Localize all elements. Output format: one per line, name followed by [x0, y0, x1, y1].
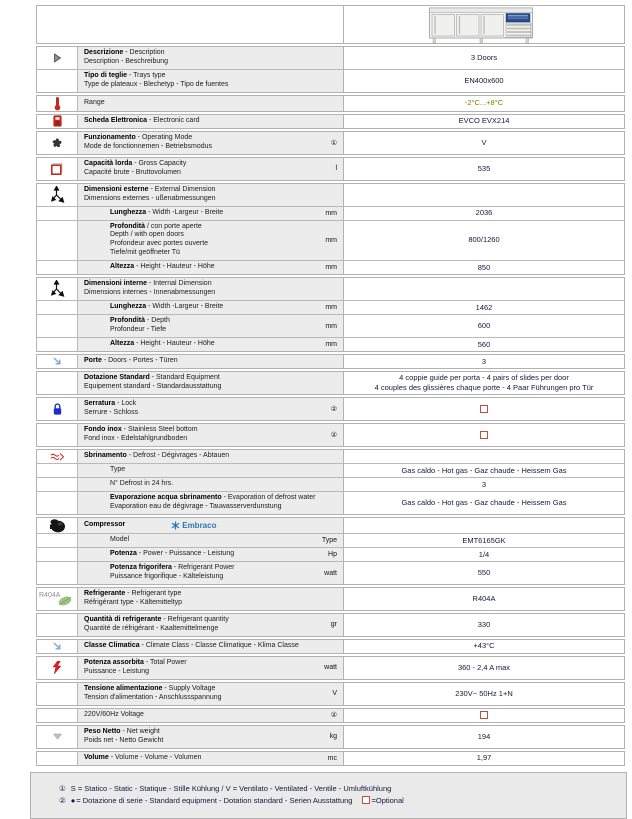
row-label: Potenza assorbita - Total Power Puissance - Leistung — [84, 658, 187, 675]
icon-cell-empty — [37, 261, 78, 274]
standard-dot-icon: ● — [70, 795, 76, 805]
spec-row — [37, 752, 624, 765]
row-value: 360 - 2,4 A max — [344, 657, 624, 679]
spec-row — [37, 709, 624, 722]
row-unit: mm — [325, 264, 337, 272]
row-value: 4 coppie guide per porta - 4 pairs of slides per door 4 couples des glissières chaque porte - 4 Paar Führungen pro Tür — [344, 372, 624, 394]
row-label: Dimensioni esterne - External Dimension Dimensions externes - ußenabmessungen — [84, 185, 216, 202]
row-label: Altezza - Height - Hauteur - Höhe — [110, 263, 215, 271]
spec-group — [36, 725, 625, 749]
row-unit: Type — [321, 537, 337, 545]
row-value — [344, 518, 624, 533]
row-value: Gas caldo - Hot gas - Gaz chaude - Heissem Gas — [344, 464, 624, 477]
spec-group — [36, 183, 625, 276]
row-value: 330 — [344, 614, 624, 636]
spec-row — [37, 424, 624, 446]
row-unit: ② — [330, 406, 337, 414]
row-value: 1462 — [344, 301, 624, 314]
icon-cell-empty — [37, 221, 78, 261]
electronic-card-icon — [37, 115, 78, 128]
r404a-icon: R404A — [37, 588, 78, 610]
icon-cell-empty — [37, 614, 78, 636]
footnote-1-text: S = Statico - Static - Statique - Stille Kühlung / V = Ventilato - Ventilated - Ventile - Umluftkühlung — [70, 783, 392, 793]
icon-cell-empty — [37, 301, 78, 314]
row-value: 3 — [344, 355, 624, 368]
spec-group — [36, 397, 625, 421]
spec-row — [37, 132, 624, 154]
spec-row — [37, 184, 624, 206]
spec-row — [37, 726, 624, 748]
row-label: Tipo di teglie - Trays type Type de plateaux - Blechetyp - Tipo de fuentes — [84, 71, 229, 88]
icon-cell-empty — [37, 70, 78, 92]
spec-group — [36, 449, 625, 515]
row-label: Compressor — [84, 521, 126, 529]
row-value: EMT6165GK — [344, 534, 624, 547]
row-label: Lunghezza - Width -Largeur - Breite — [110, 303, 224, 311]
row-value — [344, 278, 624, 300]
row-value — [344, 450, 624, 463]
footnotes-panel — [30, 772, 627, 819]
row-value — [344, 184, 624, 206]
spec-group — [36, 613, 625, 637]
row-unit: Hp — [328, 551, 337, 559]
row-value: 1/4 — [344, 548, 624, 561]
footnote-2-text: = Dotazione di serie - Standard equipment - Dotation standard - Serien Ausstattung — [76, 795, 353, 805]
row-value: 800/1260 — [344, 221, 624, 261]
spec-row — [37, 463, 624, 477]
defrost-icon — [37, 450, 78, 463]
row-label: Refrigerante - Refrigerant type Réfrigérant type - Kältemitteltyp — [84, 590, 183, 606]
spec-group — [36, 277, 625, 352]
row-value: +43°C — [344, 640, 624, 653]
row-label: Funzionamento - Operating Mode Mode de fonctionnemen - Betriebsmodus — [84, 133, 213, 150]
row-unit: V — [332, 690, 337, 698]
spec-row — [37, 491, 624, 514]
box-icon — [37, 158, 78, 180]
row-value: V — [344, 132, 624, 154]
dimensions-icon — [37, 278, 78, 300]
spec-row — [37, 398, 624, 420]
thermometer-icon — [37, 96, 78, 111]
spec-row — [37, 278, 624, 300]
header-band-image-cell — [344, 6, 624, 43]
spec-row — [37, 614, 624, 636]
optional-square-icon — [362, 796, 370, 804]
row-label: Profondità - Depth Profondeur - Tiefe — [110, 317, 170, 334]
icon-cell-empty — [37, 709, 78, 722]
row-unit: watt — [324, 664, 337, 672]
spec-row — [37, 561, 624, 584]
row-label: Lunghezza - Width -Largeur - Breite — [110, 208, 224, 216]
row-value — [344, 709, 624, 722]
row-value: 230V~ 50Hz 1+N — [344, 683, 624, 705]
header-band-row — [37, 6, 624, 43]
footnote-2-marker: ② — [59, 795, 66, 805]
row-unit: watt — [324, 569, 337, 577]
row-value: -2°C...+8°C — [344, 96, 624, 111]
row-unit: mc — [327, 754, 337, 762]
spec-row — [37, 657, 624, 679]
footnote-static-ventilated — [59, 784, 620, 793]
spec-group — [36, 46, 625, 93]
footnote-standard-optional — [59, 796, 620, 805]
row-label: Quantità di refrigerante - Refrigerant quantity Quantité de réfrigérant - Kaaltemittelmenge — [84, 615, 229, 632]
row-label: Peso Netto - Net weight Poids net - Netto Gewicht — [84, 727, 164, 744]
spec-group — [36, 157, 625, 181]
footnote-1-marker: ① — [59, 783, 66, 793]
icon-cell-empty — [37, 683, 78, 705]
row-label: Evaporazione acqua sbrinamento - Evaporation of defrost water Evaporation eau de dégivrage - Tauwasserverdunstung — [110, 494, 316, 511]
row-label: Serratura - Lock Serrure - Schloss — [84, 400, 139, 417]
footnote-2-optional: =Optional — [371, 795, 404, 805]
optional-square-icon — [480, 711, 488, 719]
row-label: Descrizione - Description Description - Beschreibung — [84, 49, 169, 65]
spec-row — [37, 220, 624, 261]
row-unit: mm — [325, 304, 337, 312]
icon-cell-empty — [37, 464, 78, 477]
spec-group — [36, 423, 625, 447]
spec-row — [37, 300, 624, 314]
row-value: Gas caldo - Hot gas - Gaz chaude - Heissem Gas — [344, 492, 624, 514]
spec-row — [37, 477, 624, 491]
product-image — [428, 6, 540, 44]
row-label: Sbrinamento - Defrost - Dégivrages - Abtauen — [84, 452, 230, 460]
spec-row — [37, 588, 624, 610]
spec-row — [37, 69, 624, 92]
row-value: 560 — [344, 338, 624, 351]
row-label: Porte - Doors - Portes - Türen — [84, 357, 178, 365]
row-unit: gr — [330, 621, 337, 629]
row-label: Fondo inox - Stainless Steel bottom Fond inox - Edelstahlgrundboden — [84, 426, 198, 443]
row-label: Tensione alimentazione - Supply Voltage Tension d'alimentation - Anschlussspannung — [84, 684, 222, 701]
spec-group — [36, 639, 625, 654]
compressor-icon — [37, 518, 78, 533]
icon-cell-empty — [37, 372, 78, 394]
row-label: Dotazione Standard - Standard Equipment Equipement standard - Standardausstattung — [84, 374, 222, 391]
fan-icon — [37, 132, 78, 154]
down-arrow-icon — [37, 726, 78, 748]
spec-row — [37, 158, 624, 180]
spec-group — [36, 354, 625, 369]
spec-table — [36, 5, 625, 766]
spec-group — [36, 95, 625, 112]
row-value: EN400x600 — [344, 70, 624, 92]
spec-row — [37, 372, 624, 394]
padlock-icon — [37, 398, 78, 420]
row-label: Potenza - Power - Puissance - Leistung — [110, 550, 235, 558]
spec-row — [37, 355, 624, 368]
row-label: Scheda Elettronica - Electronic card — [84, 116, 200, 124]
header-band — [36, 5, 625, 44]
icon-cell-empty — [37, 548, 78, 561]
spec-group — [36, 131, 625, 155]
row-value — [344, 424, 624, 446]
row-value: 600 — [344, 315, 624, 337]
spec-group — [36, 371, 625, 395]
dimensions-icon — [37, 184, 78, 206]
row-label: Type — [110, 466, 126, 474]
row-value: 194 — [344, 726, 624, 748]
icon-cell-empty — [37, 315, 78, 337]
optional-square-icon — [480, 431, 488, 439]
icon-cell-empty — [37, 207, 78, 220]
icon-cell-empty — [37, 534, 78, 547]
spec-row — [37, 47, 624, 69]
spec-row — [37, 450, 624, 463]
row-value: 3 Doors — [344, 47, 624, 69]
row-unit: ① — [330, 139, 337, 147]
row-value: 535 — [344, 158, 624, 180]
row-unit: ② — [330, 712, 337, 720]
row-unit: l — [335, 165, 337, 173]
play-icon — [37, 47, 78, 69]
row-label: Capacità lorda - Gross Capacity Capacité brute - Bruttovolumen — [84, 159, 187, 176]
row-value: 850 — [344, 261, 624, 274]
row-value: 2036 — [344, 207, 624, 220]
diag-arrow-icon — [37, 640, 78, 653]
row-label: Classe Climatica - Climate Class - Classe Climatique - Klima Classe — [84, 641, 299, 649]
optional-square-icon — [480, 405, 488, 413]
spec-group — [36, 751, 625, 766]
spec-group — [36, 114, 625, 129]
row-label: N° Defrost in 24 hrs. — [110, 480, 174, 488]
embraco-logo: Embraco — [171, 521, 216, 530]
icon-cell-empty — [37, 562, 78, 584]
row-unit: mm — [325, 236, 337, 244]
row-label: Potenza frigorifera - Refrigerant Power Puissance frigorifique - Kälteleistung — [110, 564, 235, 581]
spec-row — [37, 314, 624, 337]
row-label: Model — [110, 536, 130, 544]
row-label: Altezza - Height - Hauteur - Höhe — [110, 340, 215, 348]
row-value: 1,97 — [344, 752, 624, 765]
spec-row — [37, 533, 624, 547]
spec-row — [37, 518, 624, 533]
row-label: Profondità / con porte aperte Depth / with open doors Profondeur avec portes ouverte Tiefe/mit geöffneter Tü — [110, 222, 209, 257]
spec-row — [37, 683, 624, 705]
spec-row — [37, 260, 624, 274]
row-value: R404A — [344, 588, 624, 610]
header-band-empty — [37, 6, 344, 43]
row-value: 550 — [344, 562, 624, 584]
row-unit: mm — [325, 209, 337, 217]
icon-cell-empty — [37, 478, 78, 491]
row-label: Dimensioni interne - Internal Dimension Dimensions internes - Innenabmessungen — [84, 280, 216, 297]
row-label: 220V/60Hz Voltage — [84, 710, 144, 718]
spec-group — [36, 708, 625, 723]
icon-cell-empty — [37, 752, 78, 765]
row-label: Range — [84, 98, 105, 106]
spec-group — [36, 682, 625, 706]
spec-group — [36, 587, 625, 611]
icon-cell-empty — [37, 424, 78, 446]
spec-group — [36, 656, 625, 680]
spec-row — [37, 96, 624, 111]
spec-row — [37, 337, 624, 351]
icon-cell-empty — [37, 492, 78, 514]
row-unit: mm — [325, 322, 337, 330]
row-unit: kg — [329, 733, 337, 741]
row-value — [344, 398, 624, 420]
spec-row — [37, 547, 624, 561]
row-unit: ② — [330, 432, 337, 440]
spec-group — [36, 517, 625, 585]
row-value: 3 — [344, 478, 624, 491]
spec-row — [37, 640, 624, 653]
lightning-icon — [37, 657, 78, 679]
row-label: Volume - Volume - Volume - Volumen — [84, 753, 202, 761]
spec-row — [37, 206, 624, 220]
icon-cell-empty — [37, 338, 78, 351]
diag-arrow-icon — [37, 355, 78, 368]
row-value: EVCO EVX214 — [344, 115, 624, 128]
spec-row — [37, 115, 624, 128]
row-unit: mm — [325, 341, 337, 349]
